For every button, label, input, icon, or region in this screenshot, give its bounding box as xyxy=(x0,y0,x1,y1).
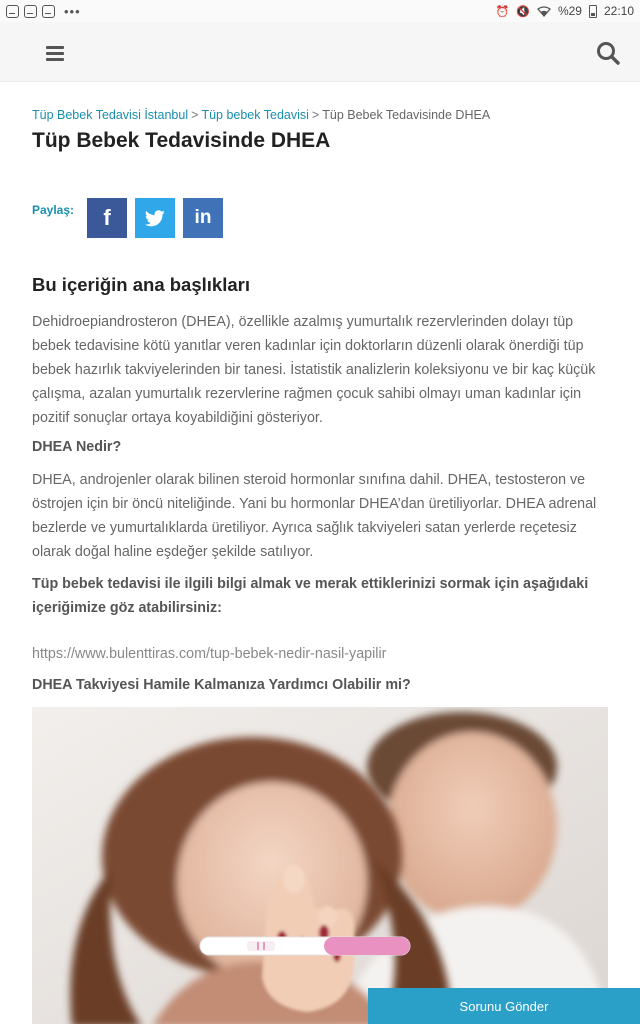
status-bar-system xyxy=(496,4,634,18)
related-content-note: Tüp bebek tedavisi ile ilgili bilgi almak ve merak ettiklerinizi sormak için aşağıdaki içeriğimize göz atabilirsiniz: xyxy=(32,576,589,616)
breadcrumb-separator: > xyxy=(311,108,320,122)
related-article-link[interactable]: https://www.bulenttiras.com/tup-bebek-nedir-nasil-yapilir xyxy=(32,646,387,662)
linkedin-share-button[interactable] xyxy=(183,198,223,238)
article-photo xyxy=(32,707,608,1024)
breadcrumb-current: Tüp Bebek Tedavisinde DHEA xyxy=(322,108,491,122)
facebook-icon: f xyxy=(103,205,111,230)
gallery-notification-icon xyxy=(24,5,37,18)
hamburger-menu-icon[interactable] xyxy=(46,46,64,60)
wifi-icon xyxy=(537,6,551,17)
more-notifications-icon: ••• xyxy=(64,3,81,19)
search-icon[interactable] xyxy=(596,41,620,65)
dhea-paragraph: DHEA, androjenler olarak bilinen steroid hormonlar sınıfına dahil. DHEA, testosteron ve östrojen için bir öncü niteliğinde. Yani bu hormonlar DHEA’dan üretiliyorlar. DHEA adrenal bezlerde ve yumurtalıklarda üretiliyor. Ayrıca sağlık takviyeleri satan yerlerde reçetesiz olarak doğal haline eşdeğer şekilde satılıyor. xyxy=(32,472,597,560)
report-issue-button[interactable]: Sorunu Gönder xyxy=(368,988,640,1024)
breadcrumb-link-istanbul[interactable]: Tüp Bebek Tedavisi İstanbul xyxy=(32,108,189,122)
alarm-icon: ⏰ xyxy=(495,5,510,18)
status-bar xyxy=(0,0,640,22)
toc-title: Bu içeriğin ana başlıkları xyxy=(32,274,250,295)
breadcrumb xyxy=(32,108,490,122)
gallery-notification-icon xyxy=(6,5,19,18)
app-notification-icon xyxy=(42,5,55,18)
battery-percent: %29 xyxy=(557,4,582,18)
twitter-share-button[interactable] xyxy=(135,198,175,238)
heading-dhea-nedir: DHEA Nedir? xyxy=(32,439,122,455)
clock: 22:10 xyxy=(603,4,634,18)
site-header xyxy=(0,22,640,82)
mute-icon: 🔇 xyxy=(516,5,530,18)
breadcrumb-separator: > xyxy=(191,108,199,122)
intro-paragraph: Dehidroepiandrosteron (DHEA), özellikle azalmış yumurtalık rezervlerinden dolayı tüp bebek tedavisine kötü yanıtlar veren kadınlar için doktorların düzenli olarak önerdiği tüp bebek hazırlık takviyelerinden bir tanesi. İstatistik analizlerin koleksiyonu ve bir kaç küçük çalışma, azalan yumurtalık rezervlerine rağmen çocuk sahibi olmayı uman kadınlar için pozitif sonuçlar ortaya koyabildiğini gösteriyor. xyxy=(32,314,596,426)
heading-takviye: DHEA Takviyesi Hamile Kalmanıza Yardımcı Olabilir mi? xyxy=(32,677,411,693)
page-title: Tüp Bebek Tedavisinde DHEA xyxy=(32,129,331,152)
linkedin-icon: in xyxy=(194,207,212,228)
twitter-icon xyxy=(145,210,165,227)
share-label: Paylaş: xyxy=(32,203,75,217)
facebook-share-button[interactable] xyxy=(87,198,127,238)
status-bar-notifications xyxy=(6,4,81,19)
breadcrumb-link-tup-bebek[interactable]: Tüp bebek Tedavisi xyxy=(201,108,309,122)
battery-icon xyxy=(589,5,597,18)
